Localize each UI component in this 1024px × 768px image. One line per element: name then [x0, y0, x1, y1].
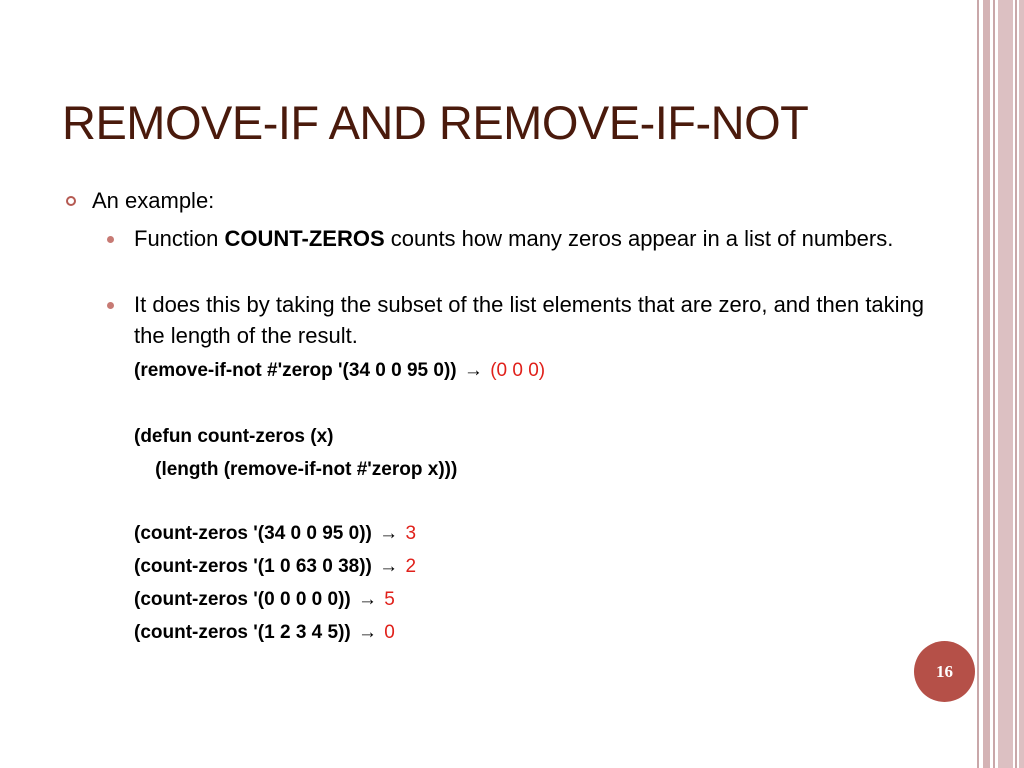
level1-text: An example: — [92, 188, 215, 213]
code-result: 2 — [405, 556, 417, 577]
code-expr: (count-zeros '(1 0 63 0 38)) — [134, 556, 372, 577]
bullet-subset: It does this by taking the subset of the list elements that are zero, and then taking the length of the result. — [134, 292, 925, 348]
arrow-icon: → — [358, 622, 378, 643]
decor-stripe — [998, 0, 1013, 768]
code-line — [134, 522, 416, 546]
function-name: COUNT-ZEROS — [224, 226, 385, 251]
dot-bullet-icon — [107, 236, 114, 243]
bullet-text: counts how many zeros appear in a list of numbers. — [384, 226, 894, 251]
slide-title: REMOVE-IF AND REMOVE-IF-NOT — [62, 96, 809, 149]
arrow-icon: → — [379, 523, 399, 544]
code-result: 0 — [384, 622, 395, 643]
decor-stripe — [983, 0, 990, 768]
arrow-icon: → — [379, 556, 399, 577]
code-expr: (count-zeros '(34 0 0 95 0)) — [134, 523, 372, 544]
arrow-icon: → — [463, 360, 483, 381]
ring-bullet-icon — [66, 196, 76, 206]
dot-bullet-icon — [107, 302, 114, 309]
decor-stripe — [1015, 0, 1017, 768]
page-number-badge: 16 — [914, 641, 975, 702]
code-result: 3 — [405, 523, 417, 544]
code-line: (defun count-zeros (x) — [134, 426, 334, 447]
code-line — [134, 555, 416, 579]
decor-stripe — [993, 0, 995, 768]
code-expr: (count-zeros '(1 2 3 4 5)) — [134, 622, 351, 643]
code-expr: (count-zeros '(0 0 0 0 0)) — [134, 589, 351, 610]
decor-stripe — [977, 0, 979, 768]
decor-stripe — [1019, 0, 1024, 768]
bullet-text: Function — [134, 226, 225, 251]
code-result: (0 0 0) — [490, 360, 546, 381]
code-expr: (remove-if-not #'zerop '(34 0 0 95 0)) — [134, 360, 457, 381]
code-line: (length (remove-if-not #'zerop x))) — [134, 459, 458, 480]
arrow-icon: → — [358, 589, 378, 610]
code-result: 5 — [384, 589, 395, 610]
code-line — [134, 621, 395, 645]
code-line — [134, 588, 395, 612]
bullet-count-zeros — [134, 223, 934, 254]
code-line — [134, 359, 545, 383]
